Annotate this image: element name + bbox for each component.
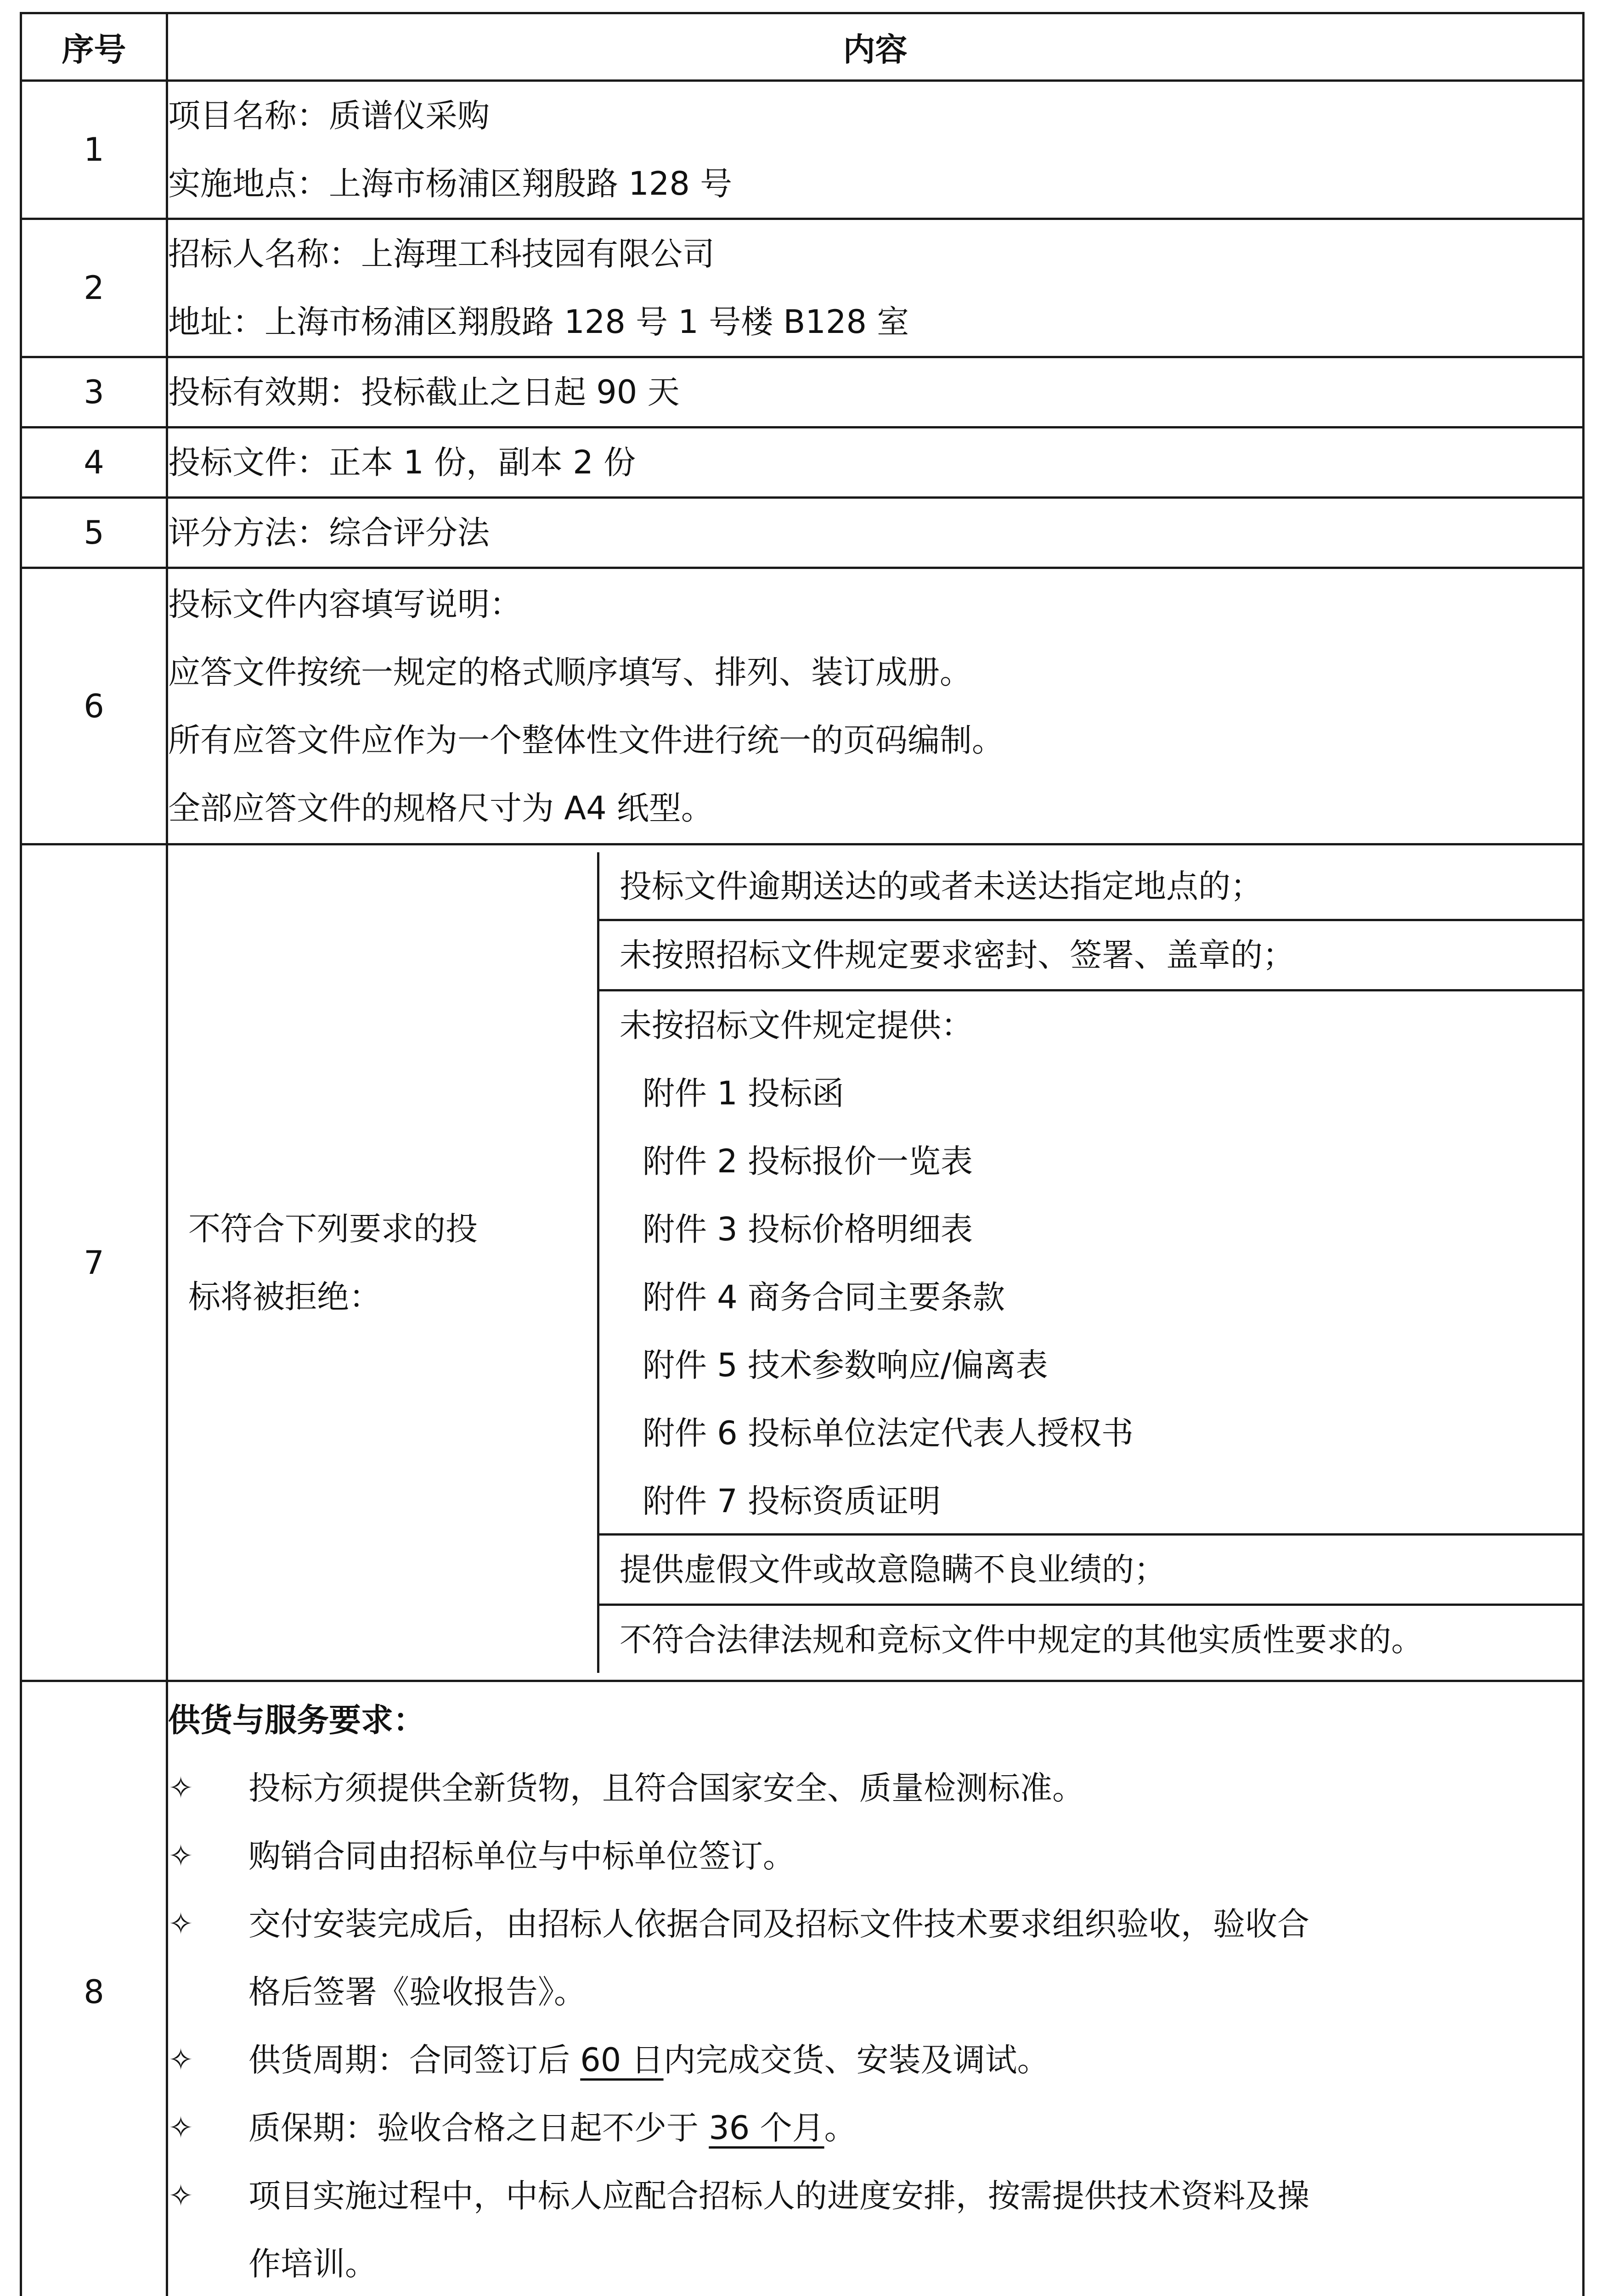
attachment-item: 附件 1 投标函	[643, 1075, 845, 1112]
table-row	[21, 81, 1584, 219]
bid-requirements-sheet	[20, 12, 1582, 2296]
rejection-intro-line: 不符合下列要求的投	[188, 1210, 478, 1248]
row-content	[167, 81, 1584, 219]
table-row	[21, 568, 1584, 844]
rejection-intro	[168, 852, 598, 1673]
table-header-row	[21, 13, 1584, 81]
attachment-item: 附件 6 投标单位法定代表人授权书	[643, 1414, 1134, 1452]
row-number: 6	[21, 568, 167, 844]
star-bullet-icon: ✧	[168, 2042, 194, 2077]
service-requirement	[168, 1754, 1582, 1822]
rejection-item	[599, 991, 1582, 1536]
bid-copies: 投标文件：正本 1 份，副本 2 份	[168, 444, 636, 481]
star-bullet-icon: ✧	[168, 1838, 194, 1874]
rejection-item-text: 提供虚假文件或故意隐瞒不良业绩的；	[620, 1551, 1166, 1588]
row-content	[167, 428, 1584, 498]
attachment-item: 附件 4 商务合同主要条款	[643, 1278, 1005, 1316]
rejection-conditions	[598, 852, 1583, 1673]
rejection-item-text: 未按照招标文件规定要求密封、签署、盖章的；	[620, 936, 1295, 974]
row-content	[167, 568, 1584, 844]
row-content	[167, 498, 1584, 568]
rejection-conditions-table	[168, 852, 1582, 1673]
warranty-label: 质保期：验收合格之日起不少于	[248, 2109, 709, 2147]
row-content	[167, 1681, 1584, 2296]
rejection-intro-line: 标将被拒绝：	[188, 1277, 381, 1316]
row-content	[167, 844, 1584, 1681]
service-requirement	[168, 2026, 1582, 2094]
rejection-item-text: 投标文件逾期送达的或者未送达指定地点的；	[620, 867, 1263, 905]
rejection-item	[599, 1606, 1582, 1673]
header-serial: 序号	[21, 13, 167, 81]
row-number: 3	[21, 357, 167, 428]
star-bullet-icon: ✧	[168, 1906, 194, 1941]
rejection-item	[599, 852, 1582, 921]
fill-instruction: 应答文件按统一规定的格式顺序填写、排列、装订成册。	[168, 653, 972, 691]
table-row	[21, 219, 1584, 357]
fill-instruction: 所有应答文件应作为一个整体性文件进行统一的页码编制。	[168, 721, 1004, 759]
attachment-item: 附件 7 投标资质证明	[643, 1482, 941, 1520]
service-requirement-text: 作培训。	[248, 2245, 377, 2283]
row-number: 7	[21, 844, 167, 1681]
service-requirement	[168, 2094, 1582, 2162]
tenderer-name: 招标人名称：上海理工科技园有限公司	[168, 235, 715, 273]
row-content	[167, 219, 1584, 357]
row-number: 2	[21, 219, 167, 357]
service-requirement-text: 项目实施过程中，中标人应配合招标人的进度安排，按需提供技术资料及操	[248, 2177, 1309, 2215]
project-name: 项目名称：质谱仪采购	[168, 97, 490, 135]
delivery-period-suffix: 内完成交货、安装及调试。	[663, 2041, 1049, 2079]
service-requirement-text: 格后签署《验收报告》。	[248, 1973, 586, 2011]
attachment-item: 附件 2 投标报价一览表	[643, 1142, 973, 1180]
row-number: 5	[21, 498, 167, 568]
service-requirement	[168, 1890, 1582, 2026]
rejection-item	[599, 1536, 1582, 1606]
implementation-site: 实施地点：上海市杨浦区翔殷路 128 号	[168, 165, 733, 203]
attachment-item: 附件 5 技术参数响应/偏离表	[643, 1346, 1048, 1384]
header-content: 内容	[167, 13, 1584, 81]
delivery-period-value: 60 日	[580, 2041, 664, 2079]
tenderer-address: 地址：上海市杨浦区翔殷路 128 号 1 号楼 B128 室	[168, 303, 909, 341]
delivery-period-label: 供货周期：合同签订后	[248, 2041, 581, 2079]
table-row	[21, 844, 1584, 1681]
fill-instructions-title: 投标文件内容填写说明：	[168, 585, 522, 623]
rejection-item-text: 不符合法律法规和竞标文件中规定的其他实质性要求的。	[620, 1621, 1423, 1659]
table-row	[21, 357, 1584, 428]
star-bullet-icon: ✧	[168, 1770, 194, 1806]
scoring-method: 评分方法：综合评分法	[168, 514, 490, 551]
row-number: 8	[21, 1681, 167, 2296]
service-requirement-text: 交付安装完成后，由招标人依据合同及招标文件技术要求组织验收，验收合	[248, 1905, 1309, 1943]
star-bullet-icon: ✧	[168, 2110, 194, 2145]
table-row	[21, 498, 1584, 568]
service-requirement	[168, 1822, 1582, 1890]
service-requirement-text: 投标方须提供全新货物，且符合国家安全、质量检测标准。	[248, 1769, 1084, 1807]
rejection-item-text: 未按招标文件规定提供：	[620, 1007, 973, 1044]
service-requirement	[168, 2162, 1582, 2296]
row-number: 4	[21, 428, 167, 498]
table-row	[21, 428, 1584, 498]
row-content	[167, 357, 1584, 428]
bid-requirements-table	[20, 12, 1585, 2296]
star-bullet-icon: ✧	[168, 2178, 194, 2213]
table-row	[21, 1681, 1584, 2296]
warranty-value: 36 个月	[709, 2109, 824, 2147]
fill-instruction: 全部应答文件的规格尺寸为 A4 纸型。	[168, 789, 713, 827]
warranty-suffix: 。	[824, 2109, 857, 2147]
bid-validity: 投标有效期：投标截止之日起 90 天	[168, 373, 680, 411]
service-requirements-title: 供货与服务要求：	[168, 1701, 425, 1739]
row-number: 1	[21, 81, 167, 219]
attachment-item: 附件 3 投标价格明细表	[643, 1210, 973, 1248]
rejection-item	[599, 921, 1582, 991]
service-requirement-text: 购销合同由招标单位与中标单位签订。	[248, 1837, 795, 1875]
